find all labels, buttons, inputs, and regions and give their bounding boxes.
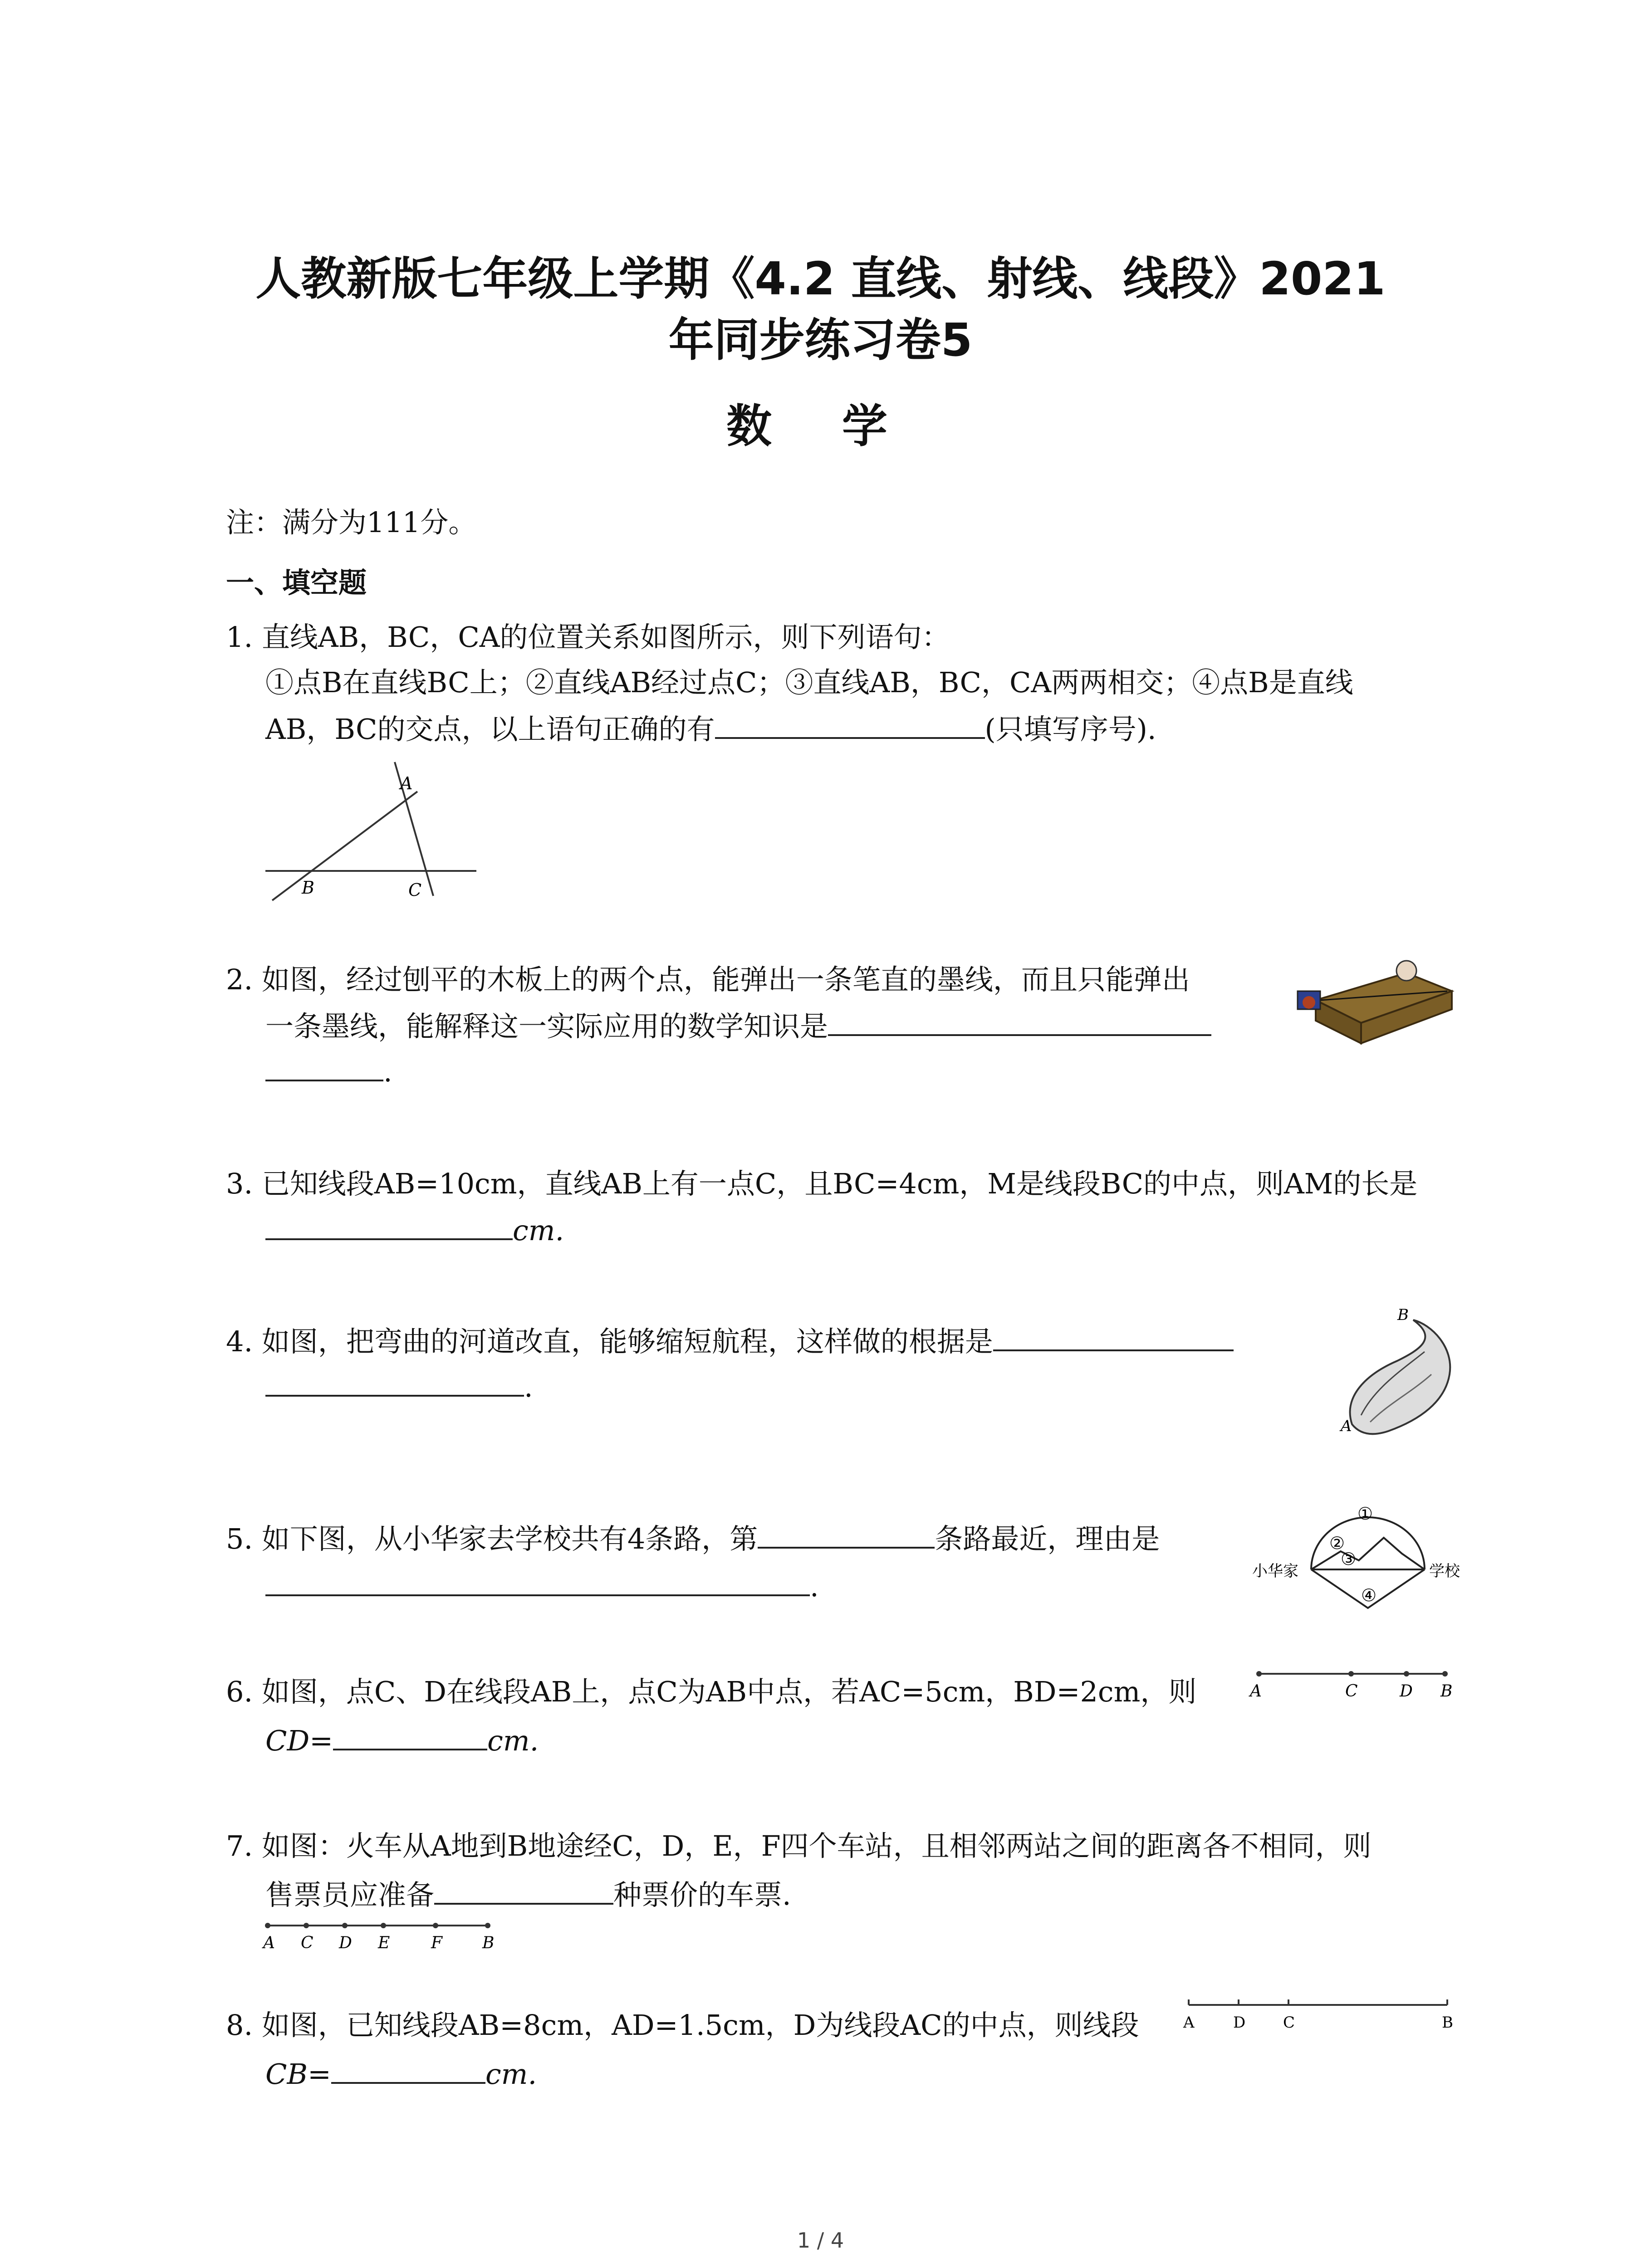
q5-answer-blank[interactable] [758,1520,935,1549]
q1-answer-blank[interactable] [715,710,985,739]
q6-figure-segment [1245,1656,1463,1706]
q8-unit: cm. [485,2058,537,2091]
q4-answer-blank[interactable] [993,1322,1234,1351]
q1-line-2: ①点B在直线BC上；②直线AB经过点C；③直线AB，BC，CA两两相交；④点B是直线 [265,666,1353,699]
q1-line-3 [265,710,1156,748]
q1-text-end: (只填写序号). [985,713,1156,746]
label-a: A [263,1934,275,1952]
label-d: D [1233,2014,1246,2032]
label-c: C [1283,2014,1295,2032]
route-1 [1311,1517,1425,1569]
q6-line-1: 6. 如图，点C、D在线段AB上，点C为AB中点，若AC=5cm，BD=2cm，则 [226,1675,1197,1708]
q1-figure [259,753,495,907]
hand-icon [1396,961,1416,981]
q6-text: CD= [265,1724,333,1757]
q7-answer-blank[interactable] [434,1876,613,1905]
q2-figure-wood-board [1288,946,1461,1050]
q2-answer-blank[interactable] [828,1007,1211,1036]
route-label-1: ① [1357,1504,1373,1524]
q5-line-2 [265,1567,819,1605]
label-e: E [378,1934,390,1952]
q2-line-2 [265,1007,1211,1045]
q2-line-1: 2. 如图，经过刨平的木板上的两个点，能弹出一条笔直的墨线，而且只能弹出 [226,963,1190,996]
q1-text: AB，BC的交点，以上语句正确的有 [265,713,715,746]
label-b: B [1442,2014,1453,2032]
q5-text: 5. 如下图，从小华家去学校共有4条路，第 [226,1522,758,1555]
q8-figure-segment [1175,1987,1465,2037]
q3-line-2 [265,1211,564,1249]
label-b: B [302,878,314,898]
q5-text-mid: 条路最近，理由是 [935,1522,1160,1555]
q7-figure-stations [261,1914,506,1964]
q6-line-2 [265,1721,539,1759]
q3-unit: cm. [513,1214,564,1247]
label-a: A [1183,2014,1195,2032]
label-d: D [1400,1682,1413,1701]
q4-answer-blank-2[interactable] [265,1368,524,1397]
q5-figure-routes [1252,1501,1470,1619]
q8-answer-blank[interactable] [331,2055,485,2084]
page-number: 1 / 4 [797,2228,844,2253]
q4-line-2 [265,1368,533,1405]
q3-line-1: 3. 已知线段AB=10cm，直线AB上有一点C，且BC=4cm，M是线段BC的中点，则AM的长是 [226,1167,1418,1200]
q2-text: 一条墨线，能解释这一实际应用的数学知识是 [265,1010,828,1043]
label-b: B [1440,1682,1453,1701]
q4-text-end: . [524,1370,533,1403]
label-f: F [431,1934,442,1952]
q2-text-end: . [383,1055,392,1088]
score-note: 注：满分为111分。 [226,506,477,539]
title-line-2: 年同步练习卷5 [668,313,973,367]
q6-unit: cm. [487,1724,539,1757]
q6-answer-blank[interactable] [333,1721,487,1750]
q8-line-2 [265,2055,537,2092]
label-b: B [482,1934,495,1952]
q5-answer-blank-2[interactable] [265,1567,810,1596]
label-d: D [339,1934,352,1952]
label-c: C [301,1934,314,1952]
q4-line-1 [226,1322,1234,1360]
label-a: A [1341,1417,1352,1435]
q7-line-2 [265,1876,791,1913]
q7-text-end: 种票价的车票. [613,1878,791,1911]
q5-line-1 [226,1520,1160,1557]
q4-figure-river [1334,1306,1470,1452]
label-school: 学校 [1429,1562,1460,1580]
q8-text: CB= [265,2058,331,2091]
q2-line-3 [265,1052,392,1090]
route-2 [1311,1538,1425,1569]
q8-line-1: 8. 如图，已知线段AB=8cm，AD=1.5cm，D为线段AC的中点，则线段 [226,2009,1139,2042]
title-line-1: 人教新版七年级上学期《4.2 直线、射线、线段》2021 [255,252,1386,305]
label-a: A [400,773,413,793]
label-a: A [1250,1682,1262,1701]
route-label-2: ② [1329,1533,1345,1553]
label-b: B [1397,1306,1409,1324]
subject-heading: 数 学 [726,400,915,453]
section-heading: 一、填空题 [226,566,367,599]
q7-line-1: 7. 如图：火车从A地到B地途经C，D，E，F四个车站，且相邻两站之间的距离各不相同，则 [226,1829,1372,1862]
label-c: C [1345,1682,1358,1701]
q7-text: 售票员应准备 [265,1878,435,1911]
route-label-4: ④ [1361,1585,1377,1605]
q1-line-1: 1. 直线AB，BC，CA的位置关系如图所示，则下列语句： [226,621,950,654]
line-ab [272,792,417,900]
q5-text-end: . [810,1570,819,1603]
q3-answer-blank[interactable] [265,1211,513,1240]
route-label-3: ③ [1341,1549,1357,1569]
q4-text: 4. 如图，把弯曲的河道改直，能够缩短航程，这样做的根据是 [226,1325,993,1358]
q2-answer-blank-2[interactable] [265,1052,383,1081]
label-c: C [408,880,422,900]
label-home: 小华家 [1252,1562,1298,1580]
